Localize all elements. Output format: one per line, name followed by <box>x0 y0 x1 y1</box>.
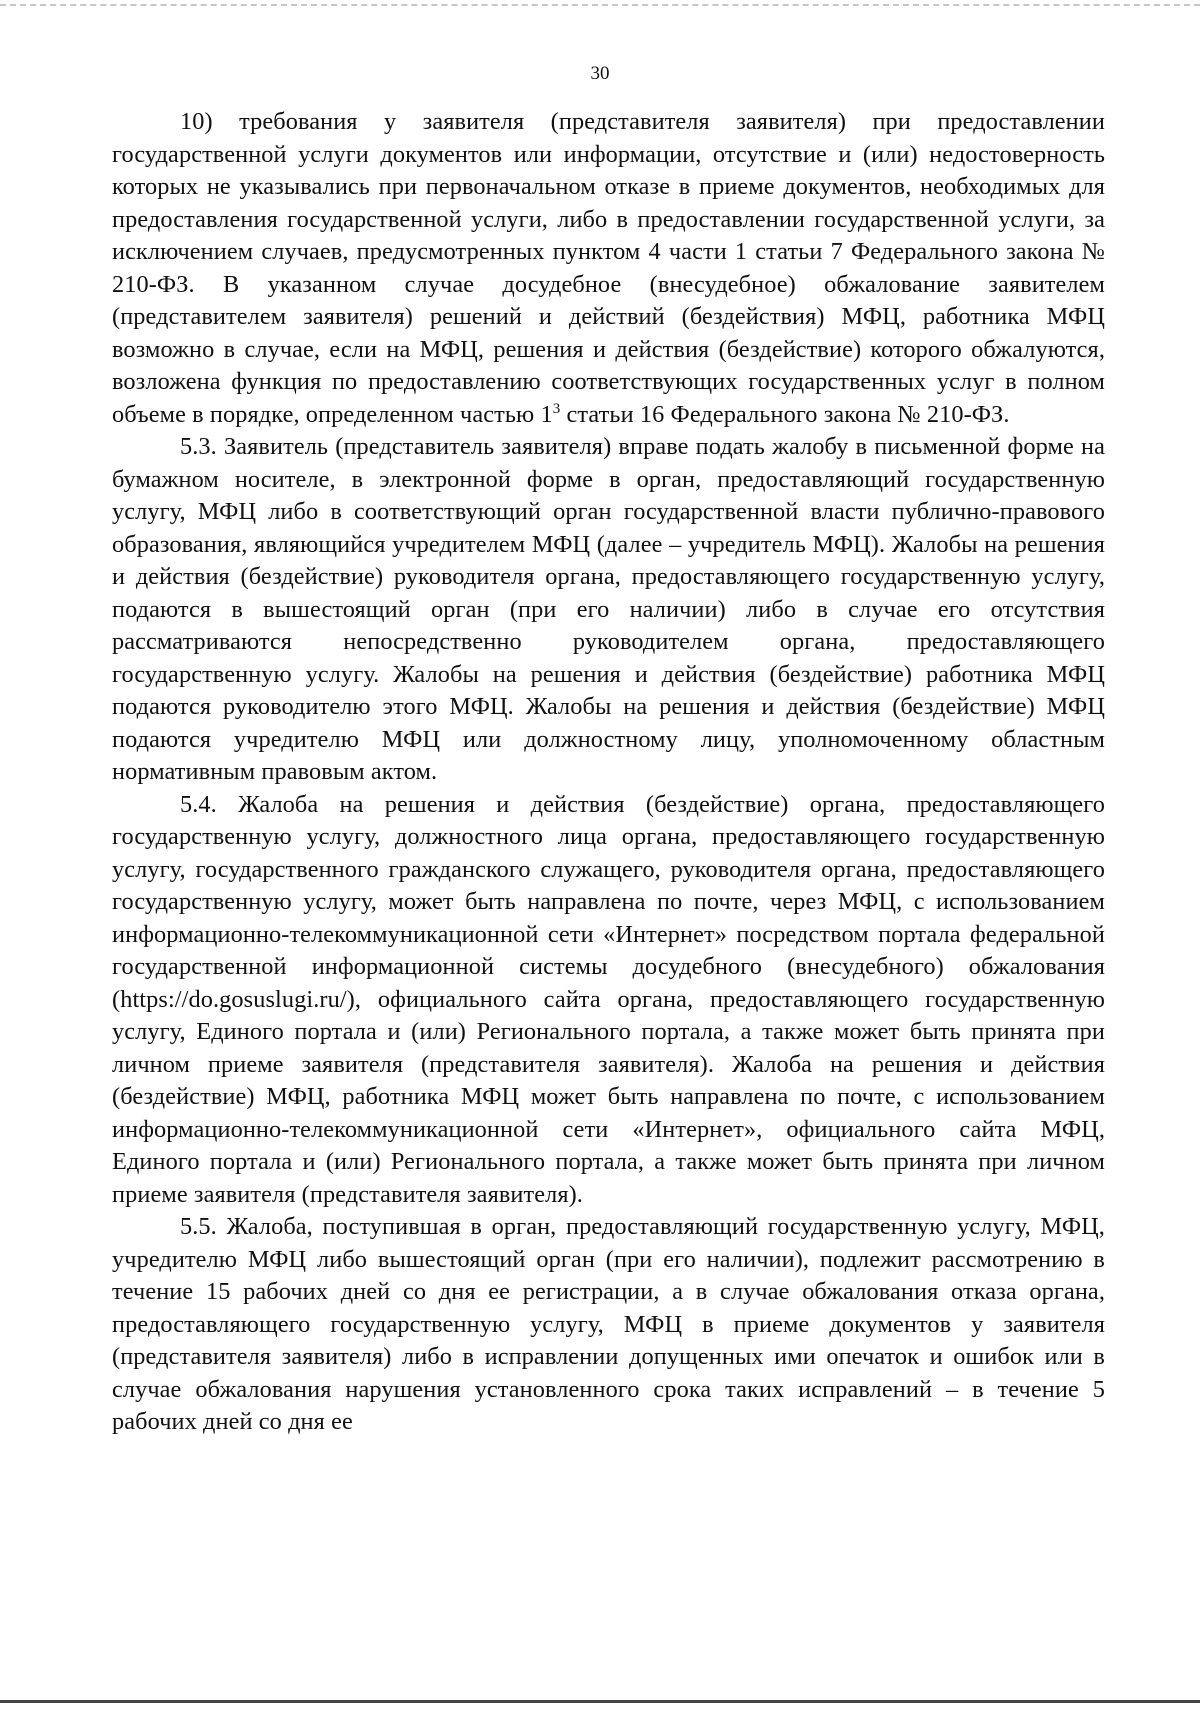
scan-artifact-top-line <box>0 4 1200 6</box>
superscript-3: 3 <box>552 400 561 417</box>
page-number: 30 <box>590 63 610 84</box>
paragraph-5-3: 5.3. Заявитель (представитель заявителя) вправе подать жалобу в письменной форме на бумажном носителе, в электронной форме в орган, предоставляющий государственную услугу, МФЦ либо в соответствующий орган государственной власти публично-правового образования, являющийся учредителем МФЦ (далее – учредитель МФЦ). Жалобы на решения и действия (бездействие) руководителя органа, предоставляющего государственную услугу, подаются в вышестоящий орган (при его наличии) либо в случае его отсутствия рассматриваются непосредственно руководителем органа, предоставляющего государственную услугу. Жалобы на решения и действия (бездействие) работника МФЦ подаются руководителю этого МФЦ. Жалобы на решения и действия (бездействие) МФЦ подаются учредителю МФЦ или должностному лицу, уполномоченному областным нормативным правовым актом. <box>112 433 1105 785</box>
paragraph-item-10-text-end: статьи 16 Федерального закона № 210-ФЗ. <box>560 400 1010 428</box>
paragraph-5-5: 5.5. Жалоба, поступившая в орган, предоставляющий государственную услугу, МФЦ, учредителю МФЦ либо вышестоящий орган (при его наличии), подлежит рассмотрению в течение 15 рабочих дней со дня ее регистрации, а в случае обжалования отказа органа, предоставляющего государственную услугу, МФЦ в приеме документов у заявителя (представителя заявителя) либо в исправлении допущенных ими опечаток и ошибок или в случае обжалования нарушения установленного срока таких исправлений – в течение 5 рабочих дней со дня ее <box>112 1213 1105 1435</box>
paragraph-item-10 <box>112 106 1105 431</box>
paragraph-item-10-text: 10) требования у заявителя (представителя заявителя) при предоставлении государственной услуги документов или информации, отсутствие и (или) недостоверность которых не указывались при первоначальном отказе в приеме документов, необходимых для предоставления государственной услуги, либо в предоставлении государственной услуги, за исключением случаев, предусмотренных пунктом 4 части 1 статьи 7 Федерального закона № 210-ФЗ. В указанном случае досудебное (внесудебное) обжалование заявителем (представителем заявителя) решений и действий (бездействия) МФЦ, работника МФЦ возможно в случае, если на МФЦ, решения и действия (бездействие) которого обжалуются, возложена функция по предоставлению соответствующих государственных услуг в полном объеме в порядке, определенном частью 1 <box>112 108 1105 428</box>
paragraph-5-4: 5.4. Жалоба на решения и действия (бездействие) органа, предоставляющего государственную услугу, должностного лица органа, предоставляющего государственную услугу, государственного гражданского служащего, руководителя органа, предоставляющего государственную услугу, может быть направлена по почте, через МФЦ, с использованием информационно-телекоммуникационной сети «Интернет» посредством портала федеральной государственной информационной системы досудебного (внесудебного) обжалования (https://do.gosuslugi.ru/), официального сайта органа, предоставляющего государственную услугу, Единого портала и (или) Регионального портала, а также может быть принята при личном приеме заявителя (представителя заявителя). Жалоба на решения и действия (бездействие) МФЦ, работника МФЦ может быть направлена по почте, с использованием информационно-телекоммуникационной сети «Интернет», официального сайта МФЦ, Единого портала и (или) Регионального портала, а также может быть принята при личном приеме заявителя (представителя заявителя). <box>112 790 1105 1208</box>
document-body <box>112 106 1105 1439</box>
scan-artifact-bottom-line <box>0 1700 1200 1703</box>
